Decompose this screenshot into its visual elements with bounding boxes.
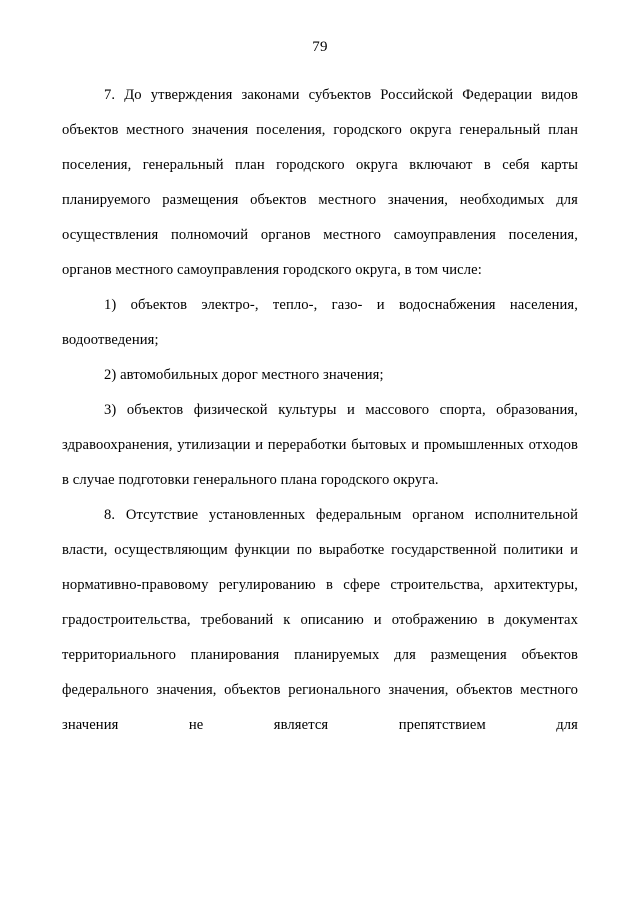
paragraph-7: 7. До утверждения законами субъектов Российской Федерации видов объектов местного значения поселения, городского округа генеральный план поселения, генеральный план городского округа включают в себя карты планируемого размещения объектов местного значения, необходимых для осуществления полномочий органов местного самоуправления поселения, органов местного самоуправления городского округа, в том числе: — [62, 87, 578, 278]
page-number: 79 — [312, 39, 328, 55]
paragraph-item-1: 1) объектов электро-, тепло-, газо- и водоснабжения населения, водоотведения; — [62, 297, 578, 348]
paragraph-item-3: 3) объектов физической культуры и массового спорта, образования, здравоохранения, утилизации и переработки бытовых и промышленных отходов в случае подготовки генерального плана городского округа. — [62, 402, 578, 488]
paragraph-8: 8. Отсутствие установленных федеральным органом исполнительной власти, осуществляющим функции по выработке государственной политики и нормативно-правовому регулированию в сфере строительства, архитектуры, градостроительства, требований к описанию и отображению в документах территориального планирования планируемых для размещения объектов федерального значения, объектов регионального значения, объектов местного значения не является препятствием для — [62, 507, 578, 733]
document-body — [62, 78, 578, 743]
paragraph-item-2: 2) автомобильных дорог местного значения; — [104, 367, 384, 383]
